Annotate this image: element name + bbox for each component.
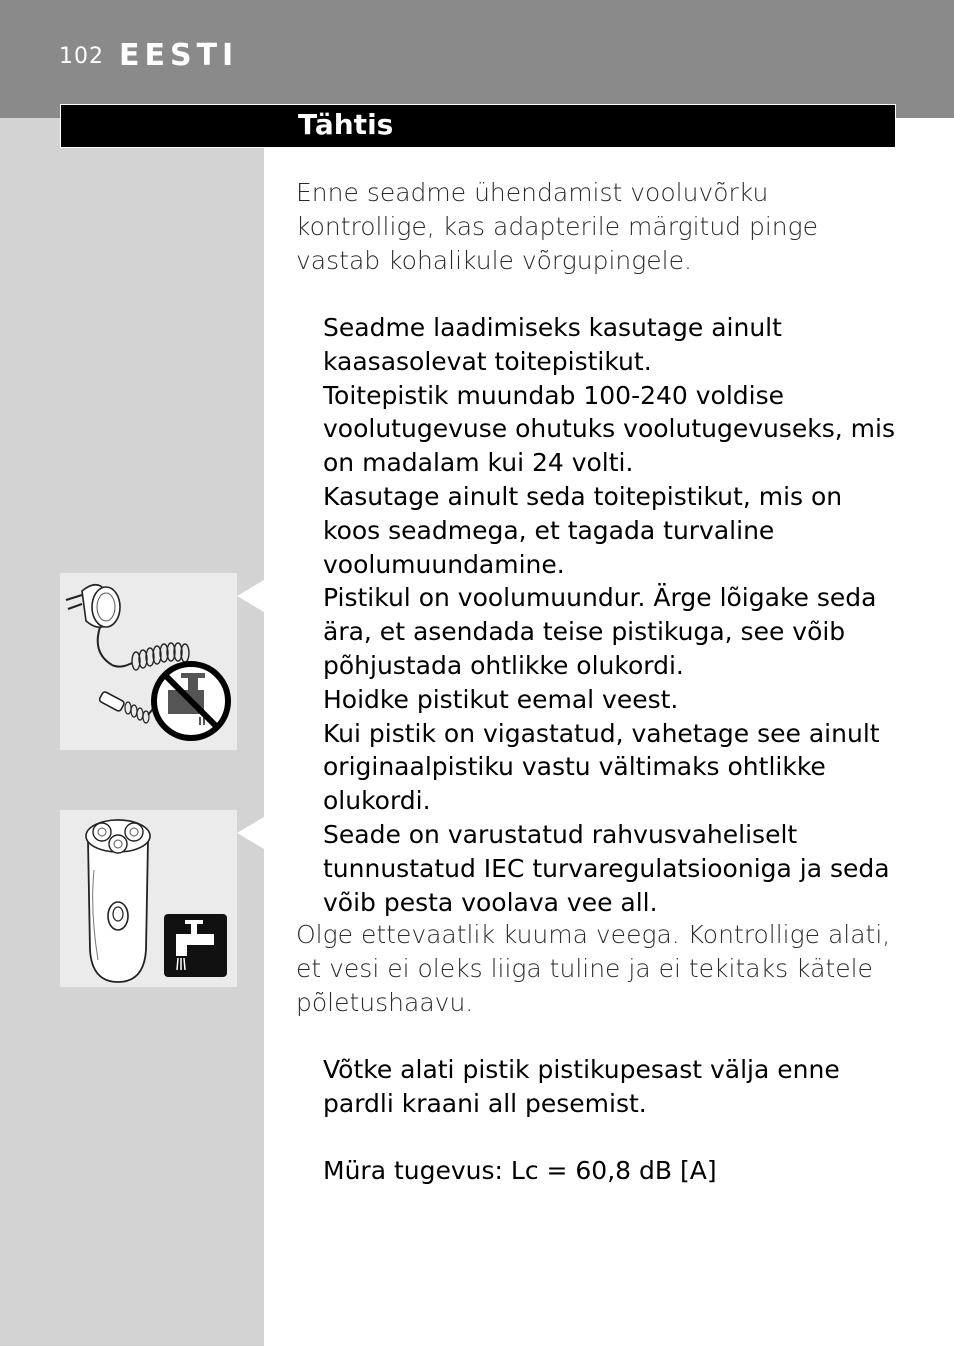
list-item: Kasutage ainult seda toitepistikut, mis on koos seadmega, et tagada turvaline voolumuundamine. — [323, 481, 843, 579]
section-bar — [60, 104, 896, 148]
language-heading: EESTI — [119, 38, 239, 73]
list-item: Müra tugevus: Lc = 60,8 dB [A] — [323, 1155, 717, 1185]
cleaning-list — [323, 1053, 898, 1187]
list-item: Hoidke pistikut eemal veest. — [323, 684, 679, 714]
adapter-no-water-icon — [60, 573, 237, 750]
shaver-washable-icon — [60, 810, 237, 987]
header-band — [0, 0, 954, 118]
safety-list — [323, 311, 898, 919]
illustration-pointer — [237, 580, 264, 612]
list-item: Seade on varustatud rahvusvaheliselt tunnustatud IEC turvaregulatsiooniga ja seda võib pesta voolava vee all. — [323, 819, 890, 917]
list-item: Toitepistik muundab 100-240 voldise voolutugevuse ohutuks voolutugevuseks, mis on madalam kui 24 volti. — [323, 380, 895, 478]
intro-paragraph: Enne seadme ühendamist vooluvõrku kontrollige, kas adapterile märgitud pinge vastab kohalikule võrgupingele. — [296, 178, 819, 275]
section-title: Tähtis — [298, 108, 394, 141]
list-item: Pistikul on voolumuundur. Ärge lõigake seda ära, et asendada teise pistikuga, see võib põhjustada ohtlikke olukordi. — [323, 583, 877, 680]
list-item: Seadme laadimiseks kasutage ainult kaasasolevat toitepistikut. — [323, 313, 782, 376]
list-item: Võtke alati pistik pistikupesast välja enne pardli kraani all pesemist. — [323, 1055, 840, 1118]
hot-water-paragraph: Olge ettevaatlik kuuma veega. Kontrollige alati, et vesi ei oleks liiga tuline ja ei tekitaks kätele põletushaavu. — [296, 920, 891, 1017]
adapter-illustration — [60, 573, 237, 750]
shaver-illustration — [60, 810, 237, 987]
list-item: Kui pistik on vigastatud, vahetage see ainult originaalpistiku vastu vältimaks ohtlikke olukordi. — [323, 718, 880, 816]
page-number: 102 — [59, 44, 104, 69]
illustration-pointer — [237, 817, 264, 849]
